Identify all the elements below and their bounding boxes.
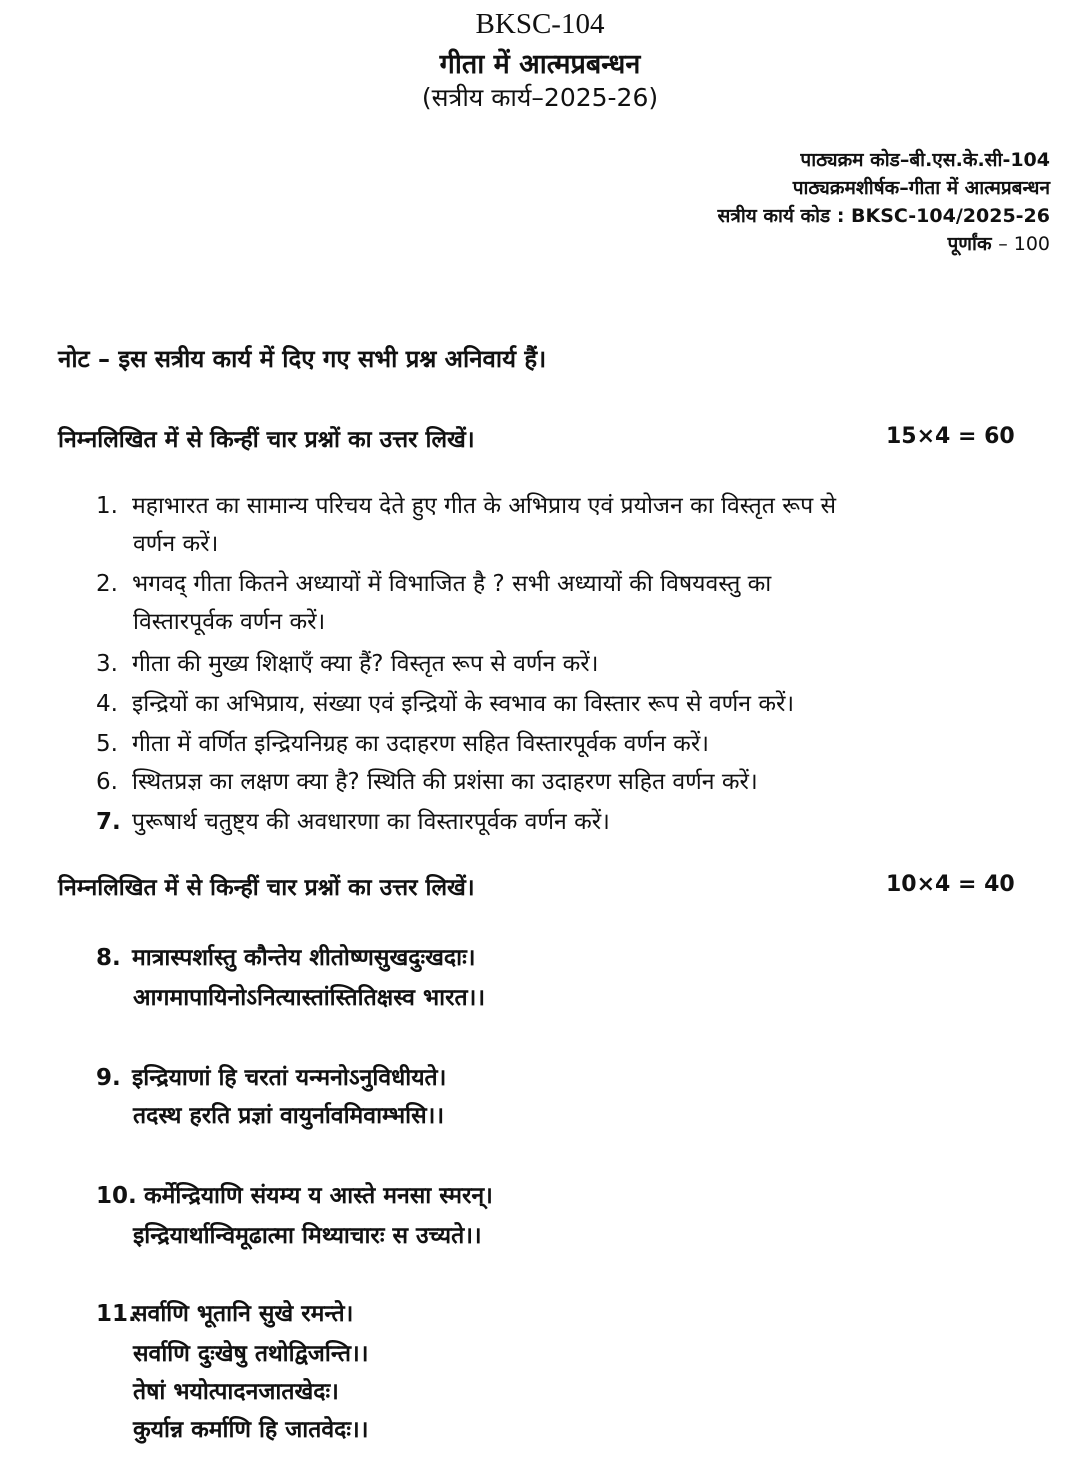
question-text: स्थितप्रज्ञ का लक्षण क्या है? स्थिति की प्रशंसा का उदाहरण सहित वर्णन करें। [132, 769, 758, 795]
verse-number: 11. [96, 1301, 137, 1327]
question-text: भगवद् गीता कितने अध्यायों में विभाजित है ? सभी अध्यायों की विषयवस्तु का [132, 571, 772, 597]
section2-heading: निम्नलिखित में से किन्हीं चार प्रश्नों का उत्तर लिखें। [58, 875, 475, 901]
verse-line: आगमापायिनोऽनित्यास्तांस्तितिक्षस्व भारत।। [133, 985, 486, 1011]
verse-line: सर्वाणि दुःखेषु तथोद्विजन्ति।। [133, 1341, 369, 1367]
question-text: गीता में वर्णित इन्द्रियनिग्रह का उदाहरण सहित विस्तारपूर्वक वर्णन करें। [132, 731, 709, 757]
question-number: 3. [96, 651, 118, 677]
question-text: पुरूषार्थ चतुष्ट्य की अवधारणा का विस्तारपूर्वक वर्णन करें। [132, 809, 610, 835]
question-text: इन्द्रियों का अभिप्राय, संख्या एवं इन्द्रियों के स्वभाव का विस्तार रूप से वर्णन करें। [132, 691, 795, 717]
question-5 [96, 726, 709, 758]
verse-line: कुर्यान्न कर्माणि हि जातवेदः।। [133, 1417, 369, 1443]
page-title: गीता में आत्मप्रबन्धन [439, 49, 641, 80]
verse-line: कर्मेन्द्रियाणि संयम्य य आस्ते मनसा स्मरन्। [144, 1183, 493, 1209]
question-1 [96, 488, 836, 520]
verse-line: इन्द्रियार्थान्विमूढात्मा मिथ्याचारः स उच्यते।। [133, 1223, 482, 1249]
question-number: 5. [96, 731, 118, 757]
question-2-continuation: विस्तारपूर्वक वर्णन करें। [133, 609, 326, 635]
section2-marks: 10×4 = 40 [886, 872, 1015, 897]
verse-line: तेषां भयोत्पादनजातखेदः। [133, 1379, 339, 1405]
max-marks-value: – 100 [998, 233, 1050, 255]
page-subtitle: (सत्रीय कार्य–2025-26) [421, 83, 659, 112]
verse-11 [96, 1296, 353, 1328]
verse-line: सर्वाणि भूतानि सुखे रमन्ते। [132, 1301, 354, 1327]
question-7 [96, 804, 610, 836]
verse-line: तदस्थ हरति प्रज्ञां वायुर्नावमिवाम्भसि।। [133, 1103, 445, 1129]
verse-line: इन्द्रियाणां हि चरतां यन्मनोऽनुविधीयते। [132, 1065, 447, 1091]
verse-9 [96, 1060, 446, 1092]
question-number: 7. [96, 809, 121, 835]
section1-heading: निम्नलिखित में से किन्हीं चार प्रश्नों का उत्तर लिखें। [58, 427, 475, 453]
max-marks-label: पूर्णांक [947, 233, 992, 255]
question-3 [96, 646, 598, 678]
question-2 [96, 566, 771, 598]
verse-number: 10. [96, 1183, 137, 1209]
course-code-heading: BKSC-104 [475, 8, 605, 40]
max-marks-line [948, 230, 1050, 256]
question-4 [96, 686, 794, 718]
question-text: गीता की मुख्य शिक्षाएँ क्या हैं? विस्तृत रूप से वर्णन करें। [132, 651, 599, 677]
question-number: 6. [96, 769, 118, 795]
course-code-line: पाठ्यक्रम कोड–बी.एस.के.सी-104 [800, 149, 1050, 171]
note: नोट – इस सत्रीय कार्य में दिए गए सभी प्रश्न अनिवार्य हैं। [58, 345, 547, 373]
question-number: 2. [96, 571, 118, 597]
section1-marks: 15×4 = 60 [886, 424, 1015, 449]
question-6 [96, 764, 758, 796]
verse-number: 8. [96, 945, 121, 971]
question-number: 1. [96, 493, 118, 519]
question-text: महाभारत का सामान्य परिचय देते हुए गीत के अभिप्राय एवं प्रयोजन का विस्तृत रूप से [132, 493, 837, 519]
course-title-line: पाठ्यक्रमशीर्षक–गीता में आत्मप्रबन्धन [792, 177, 1050, 199]
question-number: 4. [96, 691, 118, 717]
question-1-continuation: वर्णन करें। [133, 531, 219, 557]
verse-number: 9. [96, 1065, 121, 1091]
verse-line: मात्रास्पर्शास्तु कौन्तेय शीतोष्णसुखदुःखदाः। [132, 945, 476, 971]
verse-8 [96, 940, 475, 972]
assignment-code-line: सत्रीय कार्य कोड : BKSC-104/2025-26 [717, 205, 1050, 227]
verse-10 [96, 1178, 493, 1210]
